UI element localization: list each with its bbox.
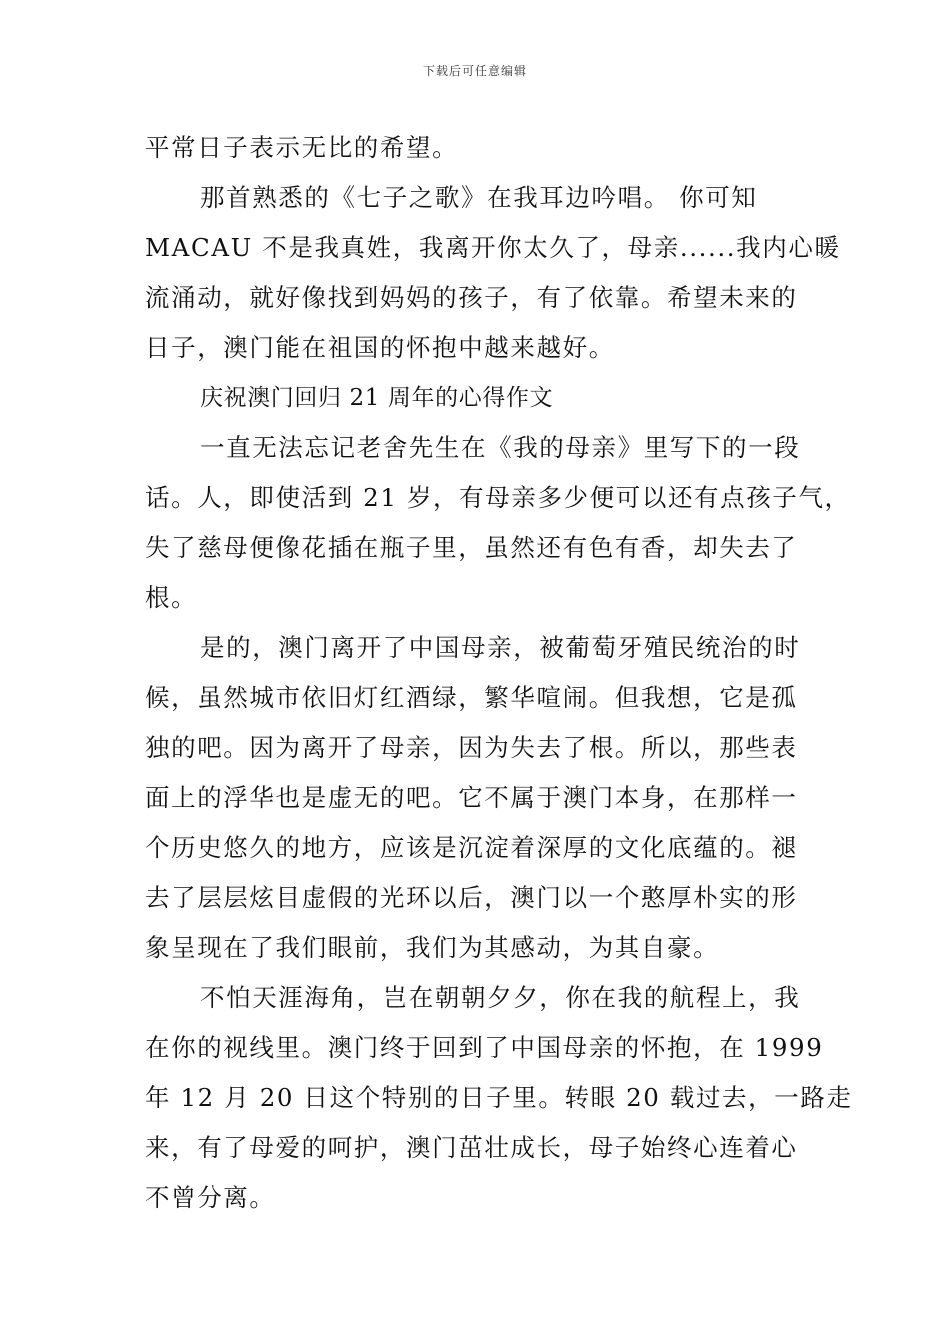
text-line: 话。人，即使活到 21 岁，有母亲多少便可以还有点孩子气， [145, 483, 851, 512]
document-body [145, 123, 853, 1223]
text-line: 在你的视线里。澳门终于回到了中国母亲的怀抱，在 1999 [145, 1033, 824, 1062]
text-line: 个历史悠久的地方，应该是沉淀着深厚的文化底蕴的。褪 [145, 833, 798, 862]
text-line: 独的吧。因为离开了母亲，因为失去了根。所以，那些表 [145, 733, 798, 762]
text-line: 失了慈母便像花插在瓶子里，虽然还有色有香，却失去了 [145, 533, 798, 562]
text-line: 不曾分离。 [145, 1183, 276, 1212]
paragraph-start-line: 一直无法忘记老舍先生在《我的母亲》里写下的一段 [200, 433, 801, 462]
page-header: 下载后可任意编辑 [422, 64, 527, 78]
text-line: 面上的浮华也是虚无的吧。它不属于澳门本身，在那样一 [145, 783, 798, 812]
paragraph-start-line: 是的，澳门离开了中国母亲，被葡萄牙殖民统治的时 [200, 633, 801, 662]
text-line: 平常日子表示无比的希望。 [145, 133, 459, 162]
text-line: 候，虽然城市依旧灯红酒绿，繁华喧闹。但我想，它是孤 [145, 683, 798, 712]
paragraph-start-line: 那首熟悉的《七子之歌》在我耳边吟唱。 你可知 [200, 183, 758, 212]
text-line: 流涌动，就好像找到妈妈的孩子，有了依靠。希望未来的 [145, 283, 798, 312]
paragraph-start-line: 不怕天涯海角，岂在朝朝夕夕，你在我的航程上，我 [200, 983, 801, 1012]
text-line: 象呈现在了我们眼前，我们为其感动，为其自豪。 [145, 933, 720, 962]
essay-title: 庆祝澳门回归 21 周年的心得作文 [200, 385, 554, 411]
text-line: 来，有了母爱的呵护，澳门茁壮成长，母子始终心连着心 [145, 1133, 798, 1162]
text-line: MACAU 不是我真姓，我离开你太久了，母亲......我内心暖 [145, 233, 841, 262]
text-line: 根。 [145, 583, 198, 612]
text-line: 年 12 月 20 日这个特别的日子里。转眼 20 载过去，一路走 [145, 1083, 853, 1112]
text-line: 日子，澳门能在祖国的怀抱中越来越好。 [145, 333, 615, 362]
text-line: 去了层层炫目虚假的光环以后，澳门以一个憨厚朴实的形 [145, 883, 798, 912]
